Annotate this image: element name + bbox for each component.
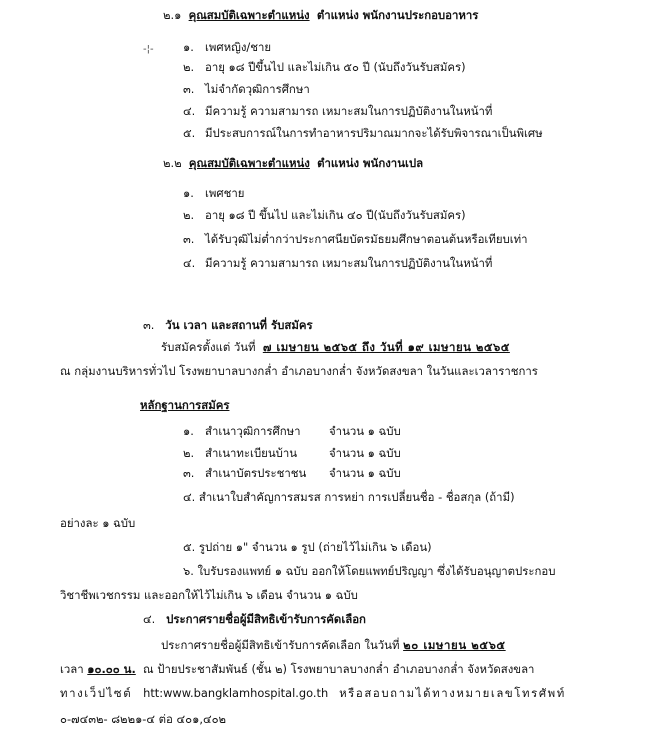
application-period: รับสมัครตั้งแต่ วันที่ ๗ เมษายน ๒๕๖๕ ถึง วันที่ ๑๙ เมษายน ๒๕๖๕ bbox=[161, 340, 510, 354]
section-4-heading bbox=[143, 612, 366, 626]
list-item: ๓. ได้รับวุฒิไม่ต่ำกว่าประกาศนียบัตรมัธยมศึกษาตอนต้นหรือเทียบเท่า bbox=[183, 232, 528, 246]
qualification-heading: คุณสมบัติเฉพาะตำแหน่ง bbox=[188, 8, 310, 22]
document-item-continued: วิชาชีพเวชกรรม และออกให้ไว้ไม่เกิน ๖ เดือน จำนวน ๑ ฉบับ bbox=[60, 588, 358, 602]
section-2-2-heading bbox=[163, 156, 423, 170]
list-item: ๒. อายุ ๑๘ ปี ขึ้นไป และไม่เกิน ๔๐ ปี(นับถึงวันรับสมัคร) bbox=[183, 208, 466, 222]
announcement-time: ๑๐.๐๐ น. bbox=[87, 662, 136, 676]
list-item: ๑. เพศชาย bbox=[183, 186, 245, 200]
document-item: ๓. สำเนาบัตรประชาชน จำนวน ๑ ฉบับ bbox=[183, 466, 401, 480]
document-item: ๖. ใบรับรองแพทย์ ๑ ฉบับ ออกให้โดยแพทย์ปริญญา ซึ่งได้รับอนุญาตประกอบ bbox=[183, 564, 556, 578]
document-item-continued: อย่างละ ๑ ฉบับ bbox=[60, 516, 136, 530]
position-title: ตำแหน่ง พนักงานเปล bbox=[317, 156, 424, 170]
qualification-heading: คุณสมบัติเฉพาะตำแหน่ง bbox=[188, 156, 310, 170]
document-item: ๑. สำเนาวุฒิการศึกษา จำนวน ๑ ฉบับ bbox=[183, 424, 401, 438]
documents-heading: หลักฐานการสมัคร bbox=[140, 398, 230, 412]
section-number: ๒.๑ bbox=[163, 8, 182, 22]
document-item: ๔. สำเนาใบสำคัญการสมรส การหย่า การเปลี่ยนชื่อ - ชื่อสกุล (ถ้ามี) bbox=[183, 490, 515, 504]
list-item: ๕. มีประสบการณ์ในการทำอาหารปริมาณมากจะได้รับพิจารณาเป็นพิเศษ bbox=[183, 126, 543, 140]
list-item: ๔. มีความรู้ ความสามารถ เหมาะสมในการปฏิบัติงานในหน้าที่ bbox=[183, 256, 493, 270]
announcement-date: ๒๐ เมษายน ๒๕๖๕ bbox=[403, 638, 506, 652]
announcement-time-line: เวลา ๑๐.๐๐ น. ณ ป้ายประชาสัมพันธ์ (ชั้น ๒) โรงพยาบาลบางกล่ำ อำเภอบางกล่ำ จังหวัดสงขลา bbox=[60, 662, 535, 676]
list-item: ๑. เพศหญิง/ชาย bbox=[183, 40, 272, 54]
announcement-date-line: ประกาศรายชื่อผู้มีสิทธิเข้ารับการคัดเลือก ในวันที่ ๒๐ เมษายน ๒๕๖๕ bbox=[161, 638, 506, 652]
list-item: ๒. อายุ ๑๘ ปีขึ้นไป และไม่เกิน ๕๐ ปี (นับถึงวันรับสมัคร) bbox=[183, 60, 466, 74]
document-item: ๒. สำเนาทะเบียนบ้าน จำนวน ๑ ฉบับ bbox=[183, 446, 401, 460]
section-number: ๔. bbox=[143, 612, 156, 626]
application-dates: ๗ เมษายน ๒๕๖๕ ถึง วันที่ ๑๙ เมษายน ๒๕๖๕ bbox=[262, 340, 510, 354]
crosshair-mark-icon: -¦- bbox=[143, 44, 154, 55]
section-number: ๒.๒ bbox=[163, 156, 182, 170]
website-line: ทางเว็ปไซต์ htt:www.bangklamhospital.go.th หรือสอบถามได้ทางหมายเลขโทรศัพท์ bbox=[60, 686, 566, 700]
list-item: ๓. ไม่จำกัดวุฒิการศึกษา bbox=[183, 82, 310, 96]
phone-number: ๐-๗๔๓๒- ๘๒๒๑-๔ ต่อ ๔๐๑,๔๐๒ bbox=[60, 712, 227, 726]
section-number: ๓. bbox=[143, 318, 155, 332]
section-title: วัน เวลา และสถานที่ รับสมัคร bbox=[165, 318, 313, 332]
section-title: ประกาศรายชื่อผู้มีสิทธิเข้ารับการคัดเลือก bbox=[166, 612, 366, 626]
section-3-heading bbox=[143, 318, 313, 332]
document-item: ๕. รูปถ่าย ๑" จำนวน ๑ รูป (ถ่ายไว้ไม่เกิน ๖ เดือน) bbox=[183, 540, 432, 554]
website-link[interactable]: htt:www.bangklamhospital.go.th bbox=[143, 686, 329, 700]
section-2-1-heading bbox=[163, 8, 478, 22]
list-item: ๔. มีความรู้ ความสามารถ เหมาะสมในการปฏิบัติงานในหน้าที่ bbox=[183, 104, 493, 118]
application-place: ณ กลุ่มงานบริหารทั่วไป โรงพยาบาลบางกล่ำ อำเภอบางกล่ำ จังหวัดสงขลา ในวันและเวลาราชการ bbox=[60, 364, 538, 378]
position-title: ตำแหน่ง พนักงานประกอบอาหาร bbox=[316, 8, 479, 22]
